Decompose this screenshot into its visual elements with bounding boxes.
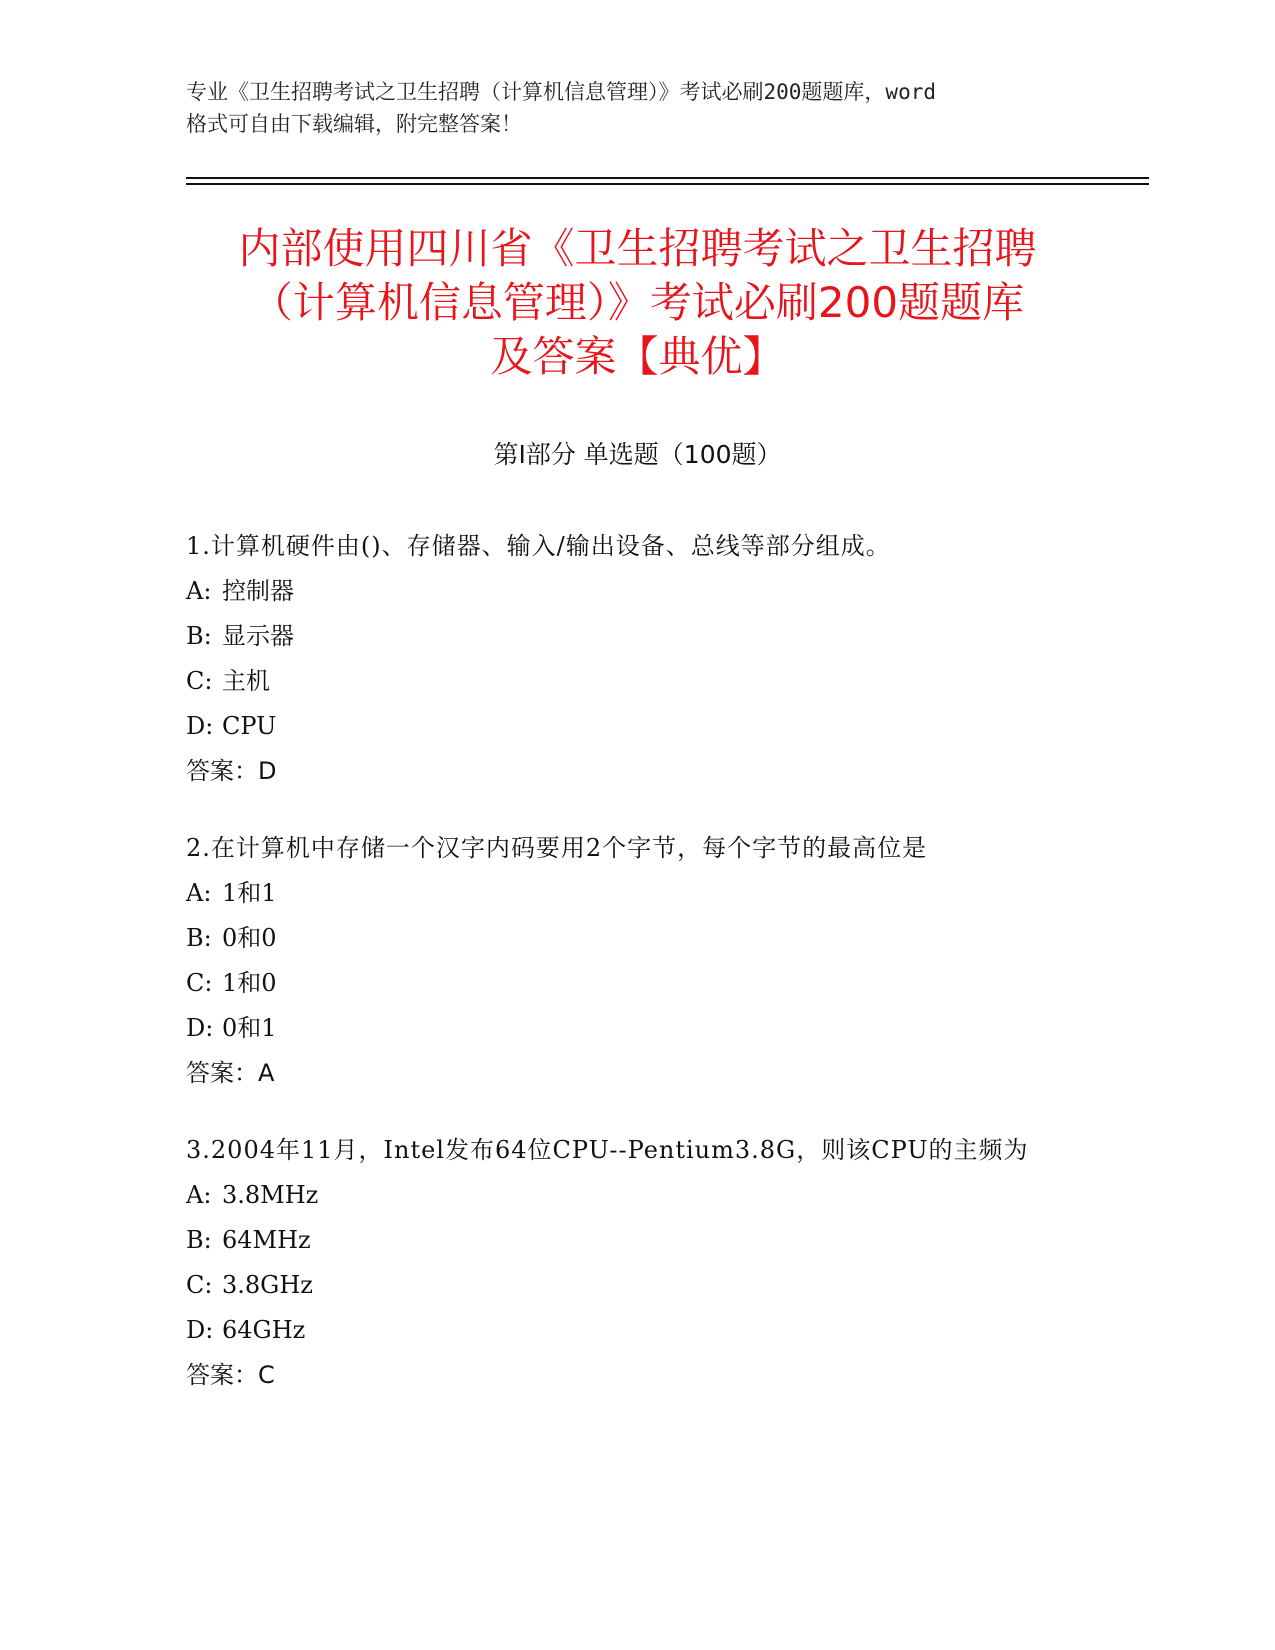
option-b bbox=[186, 916, 1086, 961]
document-title-line-1: 内部使用四川省《卫生招聘考试之卫生招聘 bbox=[238, 224, 1037, 273]
question-list bbox=[186, 524, 1086, 1430]
question-item bbox=[186, 826, 1086, 1096]
header-divider-top bbox=[186, 177, 1149, 179]
option-text: CPU bbox=[222, 712, 277, 740]
option-letter: A: bbox=[186, 1181, 212, 1209]
option-c bbox=[186, 659, 1086, 704]
option-text: 0和0 bbox=[222, 924, 277, 952]
question-stem: 1.计算机硬件由()、存储器、输入/输出设备、总线等部分组成。 bbox=[186, 532, 891, 560]
option-letter: D: bbox=[186, 712, 214, 740]
question-item bbox=[186, 1128, 1086, 1398]
option-b bbox=[186, 614, 1086, 659]
option-letter: A: bbox=[186, 879, 212, 907]
option-d bbox=[186, 1308, 1086, 1353]
document-title-line-3: 及答案【典优】 bbox=[490, 332, 785, 381]
option-text: 64MHz bbox=[222, 1226, 311, 1254]
option-text: 控制器 bbox=[222, 577, 294, 605]
header-note-line-1: 专业《卫生招聘考试之卫生招聘（计算机信息管理）》考试必刷200题题库，word bbox=[186, 80, 936, 104]
header-note bbox=[186, 76, 1086, 140]
option-a bbox=[186, 1173, 1086, 1218]
header-divider-bottom bbox=[186, 183, 1149, 185]
option-text: 0和1 bbox=[222, 1014, 277, 1042]
question-item bbox=[186, 524, 1086, 794]
document-title bbox=[150, 222, 1125, 384]
answer-line: 答案：D bbox=[186, 757, 277, 785]
option-c bbox=[186, 1263, 1086, 1308]
document-title-line-2: （计算机信息管理）》考试必刷200题题库 bbox=[250, 278, 1025, 327]
option-text: 1和1 bbox=[222, 879, 277, 907]
question-stem: 2.在计算机中存储一个汉字内码要用2个字节，每个字节的最高位是 bbox=[186, 834, 928, 862]
answer-line: 答案：C bbox=[186, 1361, 275, 1389]
option-letter: C: bbox=[186, 667, 213, 695]
option-a bbox=[186, 871, 1086, 916]
option-text: 64GHz bbox=[222, 1316, 306, 1344]
option-text: 3.8GHz bbox=[222, 1271, 313, 1299]
section-heading: 第Ⅰ部分 单选题（100题） bbox=[493, 440, 782, 469]
option-letter: C: bbox=[186, 969, 213, 997]
option-text: 3.8MHz bbox=[222, 1181, 319, 1209]
option-text: 显示器 bbox=[222, 622, 294, 650]
question-stem: 3.2004年11月，Intel发布64位CPU--Pentium3.8G，则该CPU的主频为 bbox=[186, 1136, 1029, 1164]
answer-line: 答案：A bbox=[186, 1059, 275, 1087]
option-text: 1和0 bbox=[222, 969, 277, 997]
option-letter: B: bbox=[186, 924, 212, 952]
option-letter: B: bbox=[186, 622, 212, 650]
option-text: 主机 bbox=[222, 667, 270, 695]
option-d bbox=[186, 1006, 1086, 1051]
header-note-line-2: 格式可自由下载编辑，附完整答案！ bbox=[186, 112, 522, 136]
option-c bbox=[186, 961, 1086, 1006]
option-letter: D: bbox=[186, 1014, 214, 1042]
option-d bbox=[186, 704, 1086, 749]
option-letter: A: bbox=[186, 577, 212, 605]
option-b bbox=[186, 1218, 1086, 1263]
option-letter: B: bbox=[186, 1226, 212, 1254]
option-a bbox=[186, 569, 1086, 614]
option-letter: D: bbox=[186, 1316, 214, 1344]
option-letter: C: bbox=[186, 1271, 213, 1299]
